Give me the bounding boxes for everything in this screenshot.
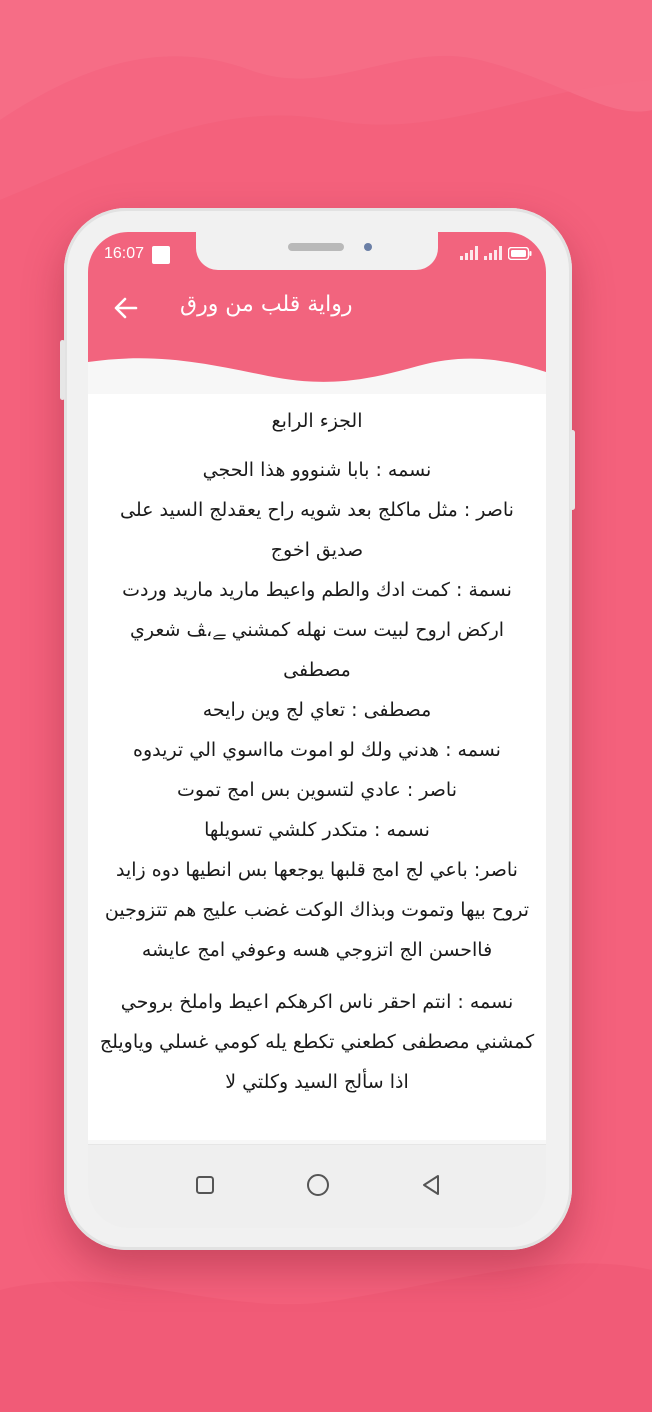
phone-side-button-left xyxy=(60,340,65,400)
front-camera xyxy=(364,243,372,251)
phone-screen xyxy=(88,232,546,1228)
app-title: رواية قلب من ورق xyxy=(180,292,353,317)
home-button[interactable] xyxy=(300,1167,336,1203)
app-bar-wave xyxy=(88,332,546,402)
nav-back-button[interactable] xyxy=(413,1167,449,1203)
navigation-bar xyxy=(88,1144,546,1228)
recents-button[interactable] xyxy=(187,1167,223,1203)
story-paragraph: نسمه : بابا شنووو هذا الحجي ناصر : مثل ماكلج بعد شويه راح يعقدلج السيد على صديق اخوج نسمة : كمت ادك والطم واعيط ماريد ماريد وردت اركض اروح لبيت ست نهله كمشني ￼ﮯ،ﭫ شعري مصطفى مصطفى : تعاي لج وين رايحه نسمه : هدني ولك لو اموت مااسوي الي تريدوه ناصر : عادي لتسوين بس امج تموت نسمه : متكدر كلشي تسويلها ناصر: باعي لج امج قلبها يوجعها بس انطيها دوه زايد تروح بيها وتموت وبذاك الوكت غضب عليج هم تتزوجين فااحسن الج اتزوجي هسه وعوفي امج عايشه xyxy=(104,459,530,961)
story-content[interactable] xyxy=(88,394,546,1140)
triangle-back-icon xyxy=(413,1167,449,1203)
square-icon xyxy=(187,1167,223,1203)
battery-icon xyxy=(508,247,532,260)
signal-icon xyxy=(460,246,480,260)
status-time: 16:07 xyxy=(104,245,145,262)
notification-icon xyxy=(152,246,170,264)
app-bar xyxy=(88,232,546,394)
signal-2-icon xyxy=(484,246,504,260)
camera-notch xyxy=(196,232,438,270)
back-button[interactable] xyxy=(108,290,144,326)
circle-icon xyxy=(300,1167,336,1203)
speaker-grille xyxy=(288,243,344,251)
story-paragraph: نسمه : انتم احقر ناس اكرهكم اعيط واملخ بروحي كمشني مصطفى كطعني تكطع يله كومي غسلي وياويلج اذا سألج السيد وكلتي لا xyxy=(99,991,535,1093)
phone-side-button-right xyxy=(570,430,575,510)
status-icons xyxy=(460,246,532,260)
arrow-left-icon xyxy=(108,290,144,326)
chapter-title: الجزء الرابع xyxy=(271,410,363,432)
